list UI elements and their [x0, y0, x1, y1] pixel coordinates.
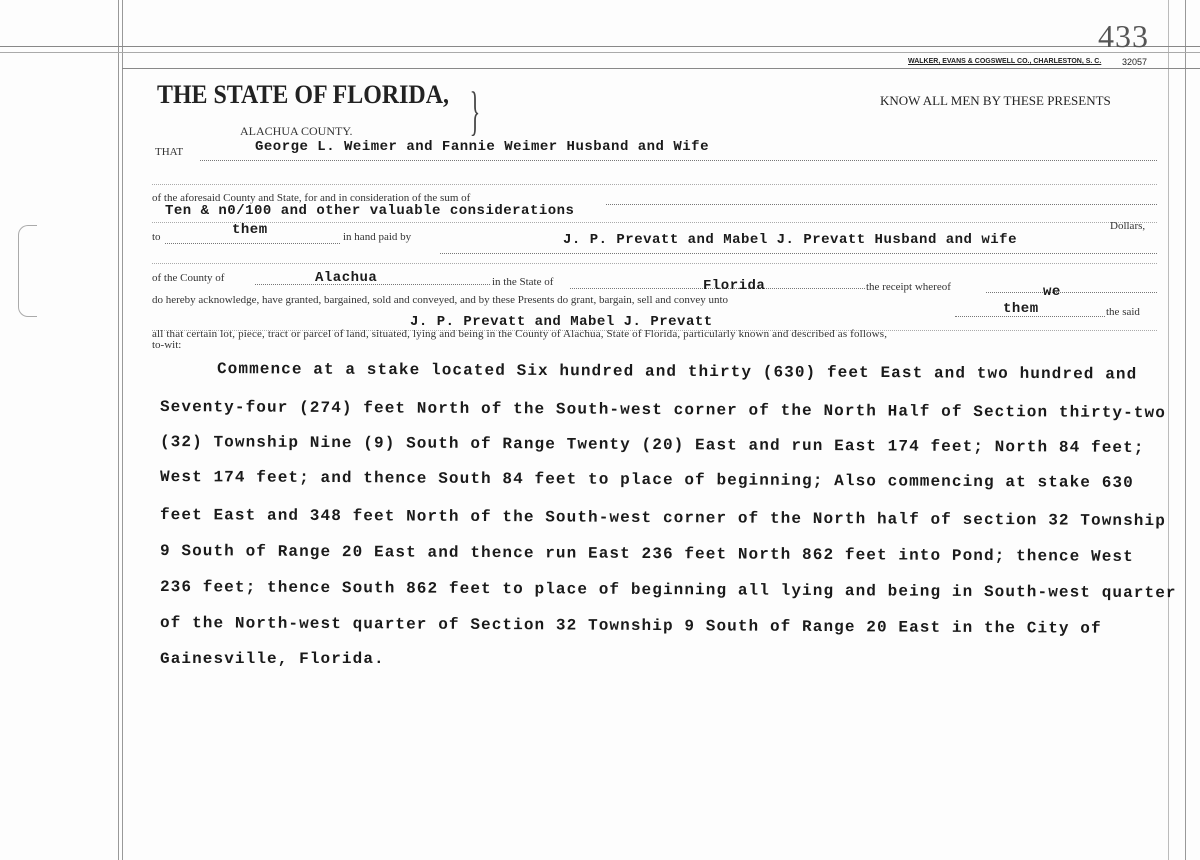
header-rule	[0, 46, 1200, 47]
convey-value: them	[1003, 301, 1039, 317]
acknowledge-text: do hereby acknowledge, have granted, bargained, sold and conveyed, and by these Presents do grant, bargain, sell and convey unto	[152, 294, 729, 306]
know-all-men: KNOW ALL MEN BY THESE PRESENTS	[880, 93, 1111, 108]
description-line: feet East and 348 feet North of the South-west corner of the North half of section 32 Township	[159, 506, 1166, 531]
consideration-value: Ten & n0/100 and other valuable considerations	[165, 203, 575, 219]
binding-hole	[18, 225, 37, 317]
county-heading: ALACHUA COUNTY.	[240, 124, 353, 138]
printer-imprint: WALKER, EVANS & COGSWELL CO., CHARLESTON, S. C.	[908, 58, 1102, 65]
page-number: 433	[1098, 18, 1149, 54]
paid-by-label: in hand paid by	[343, 231, 412, 243]
grantees: J. P. Prevatt and Mabel J. Prevatt	[410, 314, 713, 330]
receipt-label: the receipt whereof	[866, 281, 951, 293]
brace: }	[469, 81, 481, 141]
description-line: Commence at a stake located Six hundred and thirty (630) feet East and two hundred and	[216, 360, 1138, 384]
the-said-label: the said	[1106, 306, 1140, 318]
to-label: to	[152, 231, 161, 243]
margin-line	[1185, 0, 1186, 860]
header-rule	[0, 52, 1200, 53]
that-label: THAT	[155, 146, 184, 158]
form-number: 32057	[1122, 57, 1148, 67]
state-value: Florida	[703, 278, 766, 294]
description-line: Gainesville, Florida.	[160, 650, 385, 668]
margin-line	[1168, 0, 1169, 860]
to-value: them	[232, 222, 268, 238]
grantees-full: J. P. Prevatt and Mabel J. Prevatt Husband and wife	[563, 232, 1017, 248]
grantors: George L. Weimer and Fannie Weimer Husband and Wife	[255, 139, 709, 155]
description-line: 236 feet; thence South 862 feet to place of beginning all lying and being in South-west quarter	[159, 578, 1177, 603]
consideration-label: of the aforesaid County and State, for and in consideration of the sum of	[152, 192, 471, 204]
header-rule	[122, 68, 1200, 69]
to-wit: to-wit:	[152, 339, 182, 351]
description-line: Seventy-four (274) feet North of the South-west corner of the North Half of Section thirty-two	[159, 398, 1166, 423]
margin-line	[118, 0, 119, 860]
description-line: 9 South of Range 20 East and thence run East 236 feet North 862 feet into Pond; thence West	[159, 542, 1134, 566]
land-text: all that certain lot, piece, tract or parcel of land, situated, lying and being in the County of Alachua, State of Florida, particularly known and described as follows,	[152, 328, 888, 340]
county-value: Alachua	[315, 270, 378, 286]
description-line: of the North-west quarter of Section 32 Township 9 South of Range 20 East in the City of	[159, 614, 1102, 638]
description-line: West 174 feet; and thence South 84 feet to place of beginning; Also commencing at stake 630	[159, 468, 1134, 492]
state-title: THE STATE OF FLORIDA,	[157, 80, 449, 109]
state-label: in the State of	[492, 276, 554, 288]
county-label: of the County of	[152, 272, 225, 284]
margin-line	[122, 0, 123, 860]
receipt-value: we	[1043, 284, 1061, 300]
description-line: (32) Township Nine (9) South of Range Twenty (20) East and run East 174 feet; North 84 feet;	[159, 433, 1145, 458]
dollars-label: Dollars,	[1110, 220, 1146, 232]
